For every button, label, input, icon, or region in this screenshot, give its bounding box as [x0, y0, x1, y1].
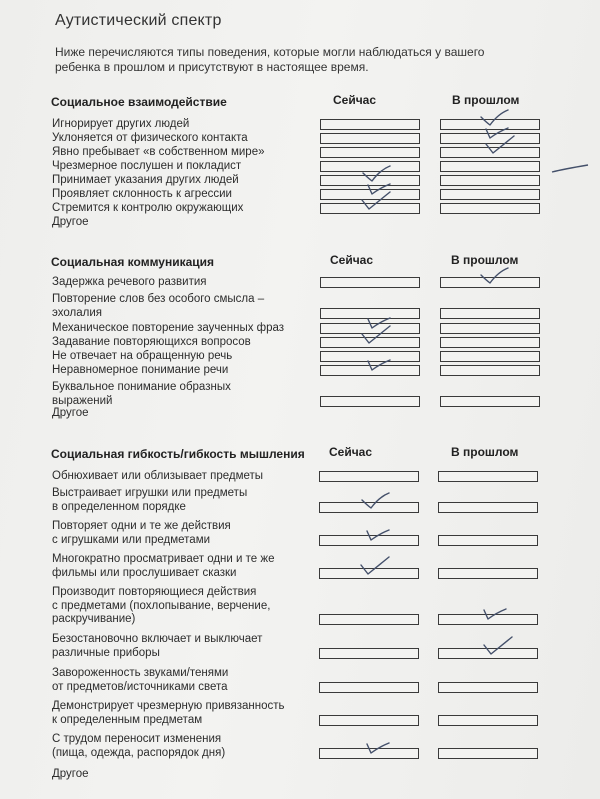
- item-label: Повторение слов без особого смысла – эхолалия: [52, 293, 265, 319]
- checkbox-now[interactable]: [320, 396, 420, 407]
- item-label: Задержка речевого развития: [52, 276, 207, 288]
- item-label: Другое: [52, 768, 89, 780]
- item-label: Уклоняется от физического контакта: [52, 132, 248, 144]
- column-header-past: В прошлом: [451, 253, 519, 267]
- column-header-now: Сейчас: [329, 445, 373, 459]
- item-label: Неравномерное понимание речи: [52, 364, 229, 376]
- checkbox-now[interactable]: [320, 119, 420, 130]
- checkbox-now[interactable]: [319, 748, 419, 759]
- section-title: Социальная гибкость/гибкость мышления: [51, 447, 305, 461]
- checkbox-past[interactable]: [440, 175, 540, 186]
- checkbox-past[interactable]: [438, 614, 538, 625]
- checkbox-now[interactable]: [319, 682, 419, 693]
- item-label: Принимает указания других людей: [52, 174, 239, 186]
- checkbox-past[interactable]: [438, 715, 538, 726]
- checkbox-past[interactable]: [438, 648, 538, 659]
- checkbox-past[interactable]: [438, 682, 538, 693]
- checkbox-now[interactable]: [320, 189, 420, 200]
- checkbox-past[interactable]: [438, 535, 538, 546]
- checkbox-now[interactable]: [320, 175, 420, 186]
- checkbox-past[interactable]: [440, 323, 540, 334]
- checkbox-now[interactable]: [320, 308, 420, 319]
- checkbox-past[interactable]: [438, 568, 538, 579]
- column-header-now: Сейчас: [333, 93, 377, 107]
- checkbox-past[interactable]: [440, 161, 540, 172]
- checkbox-past[interactable]: [440, 133, 540, 144]
- item-label: Буквальное понимание образных выражений: [52, 381, 231, 407]
- column-header-past: В прошлом: [451, 445, 519, 459]
- checkbox-past[interactable]: [440, 351, 540, 362]
- checkbox-now[interactable]: [320, 203, 420, 214]
- checkbox-now[interactable]: [319, 471, 419, 482]
- column-header-past: В прошлом: [452, 93, 520, 107]
- checkbox-past[interactable]: [440, 308, 540, 319]
- column-header-now: Сейчас: [330, 253, 374, 267]
- item-label: С трудом переносит изменения (пища, одежда, распорядок дня): [52, 733, 226, 759]
- checkbox-past[interactable]: [440, 119, 540, 130]
- section-title: Социальная коммуникация: [51, 255, 215, 269]
- item-label: Явно пребывает «в собственном мире»: [52, 146, 265, 158]
- checkbox-past[interactable]: [440, 203, 540, 214]
- checkbox-now[interactable]: [319, 502, 419, 513]
- item-label: Выстраивает игрушки или предметы в определенном порядке: [52, 487, 248, 513]
- item-label: Многократно просматривает одни и те же фильмы или прослушивает сказки: [52, 553, 275, 579]
- item-label: Проявляет склонность к агрессии: [52, 188, 232, 200]
- checkbox-now[interactable]: [320, 351, 420, 362]
- checkbox-now[interactable]: [320, 337, 420, 348]
- checkbox-past[interactable]: [438, 471, 538, 482]
- item-label: Стремится к контролю окружающих: [52, 202, 244, 214]
- item-label: Производит повторяющиеся действия с предметами (похлопывание, верчение, раскручивание): [52, 586, 271, 625]
- checkbox-now[interactable]: [319, 648, 419, 659]
- item-label: Задавание повторяющихся вопросов: [52, 336, 251, 348]
- item-label: Другое: [52, 407, 89, 419]
- item-label: Другое: [52, 216, 89, 228]
- checkbox-past[interactable]: [440, 189, 540, 200]
- item-label: Демонстрирует чрезмерную привязанность к определенным предметам: [52, 700, 285, 726]
- checkbox-now[interactable]: [319, 568, 419, 579]
- form-title: Аутистический спектр: [55, 12, 222, 29]
- item-label: Завороженность звуками/тенями от предметов/источниками света: [52, 667, 229, 693]
- item-label: Обнюхивает или облизывает предметы: [52, 470, 264, 482]
- checkbox-past[interactable]: [440, 147, 540, 158]
- checkbox-past[interactable]: [440, 365, 540, 376]
- checkbox-past[interactable]: [438, 748, 538, 759]
- checkbox-past[interactable]: [438, 502, 538, 513]
- checkbox-now[interactable]: [320, 365, 420, 376]
- item-label: Механическое повторение заученных фраз: [52, 322, 285, 334]
- item-label: Повторяет одни и те же действия с игрушками или предметами: [52, 520, 231, 546]
- checkbox-past[interactable]: [440, 337, 540, 348]
- form-intro: Ниже перечисляются типы поведения, которые могли наблюдаться у вашего ребенка в прошлом и присутствуют в настоящее время.: [55, 45, 485, 74]
- checkbox-now[interactable]: [320, 133, 420, 144]
- checkbox-now[interactable]: [319, 715, 419, 726]
- checkbox-now[interactable]: [319, 614, 419, 625]
- checkbox-now[interactable]: [320, 323, 420, 334]
- checkbox-past[interactable]: [440, 396, 540, 407]
- item-label: Игнорирует других людей: [52, 118, 190, 130]
- checkbox-now[interactable]: [320, 161, 420, 172]
- pen-stroke-mark: [550, 160, 590, 176]
- checkbox-now[interactable]: [319, 535, 419, 546]
- checkbox-now[interactable]: [320, 147, 420, 158]
- section-title: Социальное взаимодействие: [51, 95, 227, 109]
- item-label: Не отвечает на обращенную речь: [52, 350, 233, 362]
- item-label: Безостановочно включает и выключает различные приборы: [52, 633, 263, 659]
- checkbox-now[interactable]: [320, 277, 420, 288]
- item-label: Чрезмерное послушен и покладист: [52, 160, 242, 172]
- checkbox-past[interactable]: [440, 277, 540, 288]
